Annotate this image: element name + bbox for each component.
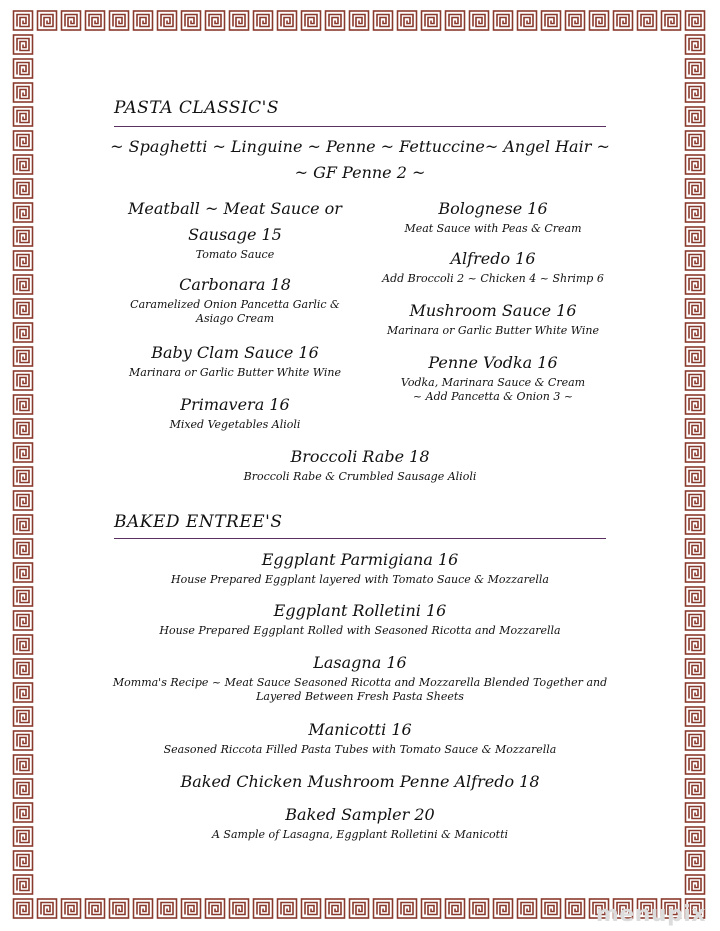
border-tile: [14, 683, 33, 702]
border-tile: [230, 899, 249, 918]
border-tile: [14, 491, 33, 510]
border-tile: [206, 899, 225, 918]
menu-item: [358, 298, 628, 338]
border-tile: [686, 395, 705, 414]
border-tile: [686, 443, 705, 462]
border-tile: [542, 11, 561, 30]
border-tile: [206, 11, 225, 30]
border-tile: [14, 635, 33, 654]
menu-item: [58, 444, 662, 484]
border-tile: [14, 107, 33, 126]
border-tile: [686, 779, 705, 798]
border-tile: [134, 899, 153, 918]
border-tile: [86, 11, 105, 30]
menu-item: [358, 246, 628, 286]
border-tile: [686, 707, 705, 726]
border-tile: [686, 11, 705, 30]
border-tile: [158, 11, 177, 30]
border-tile: [110, 899, 129, 918]
border-tile: [230, 11, 249, 30]
border-tile: [686, 467, 705, 486]
item-description: House Prepared Eggplant layered with Tomato Sauce & Mozzarella: [171, 573, 549, 586]
border-tile: [470, 899, 489, 918]
border-tile: [62, 899, 81, 918]
border-tile: [686, 731, 705, 750]
item-description: Layered Between Fresh Pasta Sheets: [256, 690, 464, 703]
border-tile: [686, 611, 705, 630]
border-tile: [14, 203, 33, 222]
border-tile: [182, 899, 201, 918]
border-tile: [686, 491, 705, 510]
border-tile: [254, 11, 273, 30]
border-tile: [614, 11, 633, 30]
border-tile: [14, 371, 33, 390]
border-tile: [14, 83, 33, 102]
pasta-types-line1: ~ Spaghetti ~ Linguine ~ Penne ~ Fettuccine~ Angel Hair ~: [110, 137, 610, 156]
border-tile: [374, 11, 393, 30]
border-tile: [14, 419, 33, 438]
border-tile: [14, 755, 33, 774]
watermark-logo: menupix: [595, 902, 706, 927]
border-tile: [38, 11, 57, 30]
border-tile: [278, 899, 297, 918]
menu-item: [110, 196, 360, 262]
border-tile: [14, 11, 33, 30]
border-tile: [14, 539, 33, 558]
border-tile: [686, 587, 705, 606]
border-tile: [518, 11, 537, 30]
section-rule-pasta: [114, 126, 606, 127]
border-tile: [566, 899, 585, 918]
border-tile: [686, 635, 705, 654]
border-tile: [14, 227, 33, 246]
border-tile: [638, 11, 657, 30]
item-name: Bolognese 16: [438, 199, 548, 218]
border-tile: [686, 83, 705, 102]
item-description: Marinara or Garlic Butter White Wine: [386, 324, 600, 337]
item-description: Mixed Vegetables Alioli: [169, 418, 301, 431]
border-tile: [686, 875, 705, 894]
item-description: Momma's Recipe ~ Meat Sauce Seasoned Ricotta and Mozzarella Blended Together and: [112, 676, 608, 689]
border-tile: [494, 11, 513, 30]
border-tile: [686, 515, 705, 534]
border-tile: [686, 851, 705, 870]
menu-item: [58, 769, 662, 795]
border-tile: [134, 11, 153, 30]
border-tile: [542, 899, 561, 918]
border-tile: [686, 539, 705, 558]
border-tile: [686, 563, 705, 582]
border-tile: [14, 779, 33, 798]
border-tile: [14, 347, 33, 366]
border-tile: [398, 11, 417, 30]
border-tile: [14, 131, 33, 150]
border-tile: [14, 299, 33, 318]
border-tile: [686, 155, 705, 174]
border-tile: [470, 11, 489, 30]
border-tile: [446, 899, 465, 918]
item-name: Alfredo 16: [450, 249, 536, 268]
menu-item: [110, 392, 360, 432]
menu-item: [58, 650, 662, 704]
border-tile: [14, 515, 33, 534]
item-description: A Sample of Lasagna, Eggplant Rolletini & Manicotti: [211, 828, 509, 841]
border-tile: [686, 227, 705, 246]
section-title-baked: BAKED ENTREE'S: [114, 512, 283, 532]
border-tile: [686, 323, 705, 342]
item-name: Baby Clam Sauce 16: [151, 343, 319, 362]
border-tile: [686, 59, 705, 78]
border-tile: [422, 11, 441, 30]
item-description: Meat Sauce with Peas & Cream: [404, 222, 582, 235]
border-tile: [518, 899, 537, 918]
border-tile: [686, 275, 705, 294]
border-tile: [14, 467, 33, 486]
border-tile: [14, 803, 33, 822]
menu-item: [58, 717, 662, 757]
border-tile: [14, 731, 33, 750]
border-tile: [14, 851, 33, 870]
item-description: Tomato Sauce: [195, 248, 275, 261]
border-tile: [686, 203, 705, 222]
border-tile: [158, 899, 177, 918]
border-tile: [686, 371, 705, 390]
border-tile: [374, 899, 393, 918]
border-tile: [62, 11, 81, 30]
border-tile: [14, 563, 33, 582]
item-description: Caramelized Onion Pancetta Garlic &: [130, 298, 340, 311]
border-tile: [302, 899, 321, 918]
border-tile: [686, 107, 705, 126]
border-tile: [14, 827, 33, 846]
item-name: Carbonara 18: [179, 275, 291, 294]
border-tile: [14, 35, 33, 54]
item-name: Baked Chicken Mushroom Penne Alfredo 18: [180, 772, 540, 791]
item-description: Seasoned Riccota Filled Pasta Tubes with Tomato Sauce & Mozzarella: [163, 743, 557, 756]
item-name: Primavera 16: [180, 395, 290, 414]
border-tile: [686, 419, 705, 438]
border-tile: [494, 899, 513, 918]
border-tile: [686, 755, 705, 774]
item-description: Add Broccoli 2 ~ Chicken 4 ~ Shrimp 6: [382, 272, 604, 285]
item-name: Manicotti 16: [308, 720, 412, 739]
menu-item: [110, 340, 360, 380]
border-tile: [86, 899, 105, 918]
border-tile: [14, 251, 33, 270]
menu-page: [58, 58, 662, 870]
border-tile: [686, 803, 705, 822]
border-tile: [686, 347, 705, 366]
border-tile: [326, 899, 345, 918]
border-tile: [278, 11, 297, 30]
menu-item: [358, 196, 628, 236]
border-tile: [686, 131, 705, 150]
section-title-pasta: PASTA CLASSIC'S: [114, 98, 279, 118]
item-description: ~ Add Pancetta & Onion 3 ~: [412, 390, 574, 403]
item-description: Vodka, Marinara Sauce & Cream: [400, 376, 586, 389]
menu-item: [358, 350, 628, 404]
border-tile: [14, 707, 33, 726]
border-tile: [350, 11, 369, 30]
border-tile: [686, 251, 705, 270]
item-name: Sausage 15: [188, 225, 282, 244]
border-tile: [14, 899, 33, 918]
border-tile: [686, 299, 705, 318]
border-tile: [14, 59, 33, 78]
item-description: Asiago Cream: [196, 312, 274, 325]
border-tile: [14, 659, 33, 678]
border-tile: [14, 611, 33, 630]
border-tile: [326, 11, 345, 30]
item-name: Baked Sampler 20: [285, 805, 435, 824]
border-tile: [110, 11, 129, 30]
border-tile: [302, 11, 321, 30]
border-tile: [14, 275, 33, 294]
item-name: Mushroom Sauce 16: [409, 301, 577, 320]
border-tile: [422, 899, 441, 918]
pasta-types-line2: ~ GF Penne 2 ~: [294, 163, 426, 182]
border-tile: [14, 875, 33, 894]
item-name: Penne Vodka 16: [428, 353, 558, 372]
border-tile: [14, 587, 33, 606]
border-tile: [38, 899, 57, 918]
item-name: Broccoli Rabe 18: [290, 447, 430, 466]
border-tile: [14, 443, 33, 462]
item-description: House Prepared Eggplant Rolled with Seasoned Ricotta and Mozzarella: [159, 624, 561, 637]
border-tile: [14, 155, 33, 174]
border-tile: [590, 11, 609, 30]
section-rule-baked: [114, 538, 606, 539]
border-tile: [398, 899, 417, 918]
border-tile: [14, 395, 33, 414]
border-tile: [686, 179, 705, 198]
item-name: Eggplant Rolletini 16: [273, 601, 447, 620]
border-tile: [14, 179, 33, 198]
border-tile: [686, 35, 705, 54]
item-description: Broccoli Rabe & Crumbled Sausage Alioli: [243, 470, 477, 483]
item-name: Lasagna 16: [313, 653, 407, 672]
border-tile: [686, 683, 705, 702]
item-name: Meatball ~ Meat Sauce or: [128, 199, 342, 218]
border-tile: [686, 659, 705, 678]
item-description: Marinara or Garlic Butter White Wine: [128, 366, 342, 379]
menu-item: [58, 547, 662, 587]
border-tile: [566, 11, 585, 30]
border-tile: [182, 11, 201, 30]
item-name: Eggplant Parmigiana 16: [261, 550, 459, 569]
border-tile: [662, 11, 681, 30]
border-tile: [254, 899, 273, 918]
border-tile: [350, 899, 369, 918]
menu-item: [110, 272, 360, 326]
border-tile: [446, 11, 465, 30]
menu-item: [58, 598, 662, 638]
border-tile: [14, 323, 33, 342]
menu-item: [58, 802, 662, 842]
border-tile: [686, 827, 705, 846]
